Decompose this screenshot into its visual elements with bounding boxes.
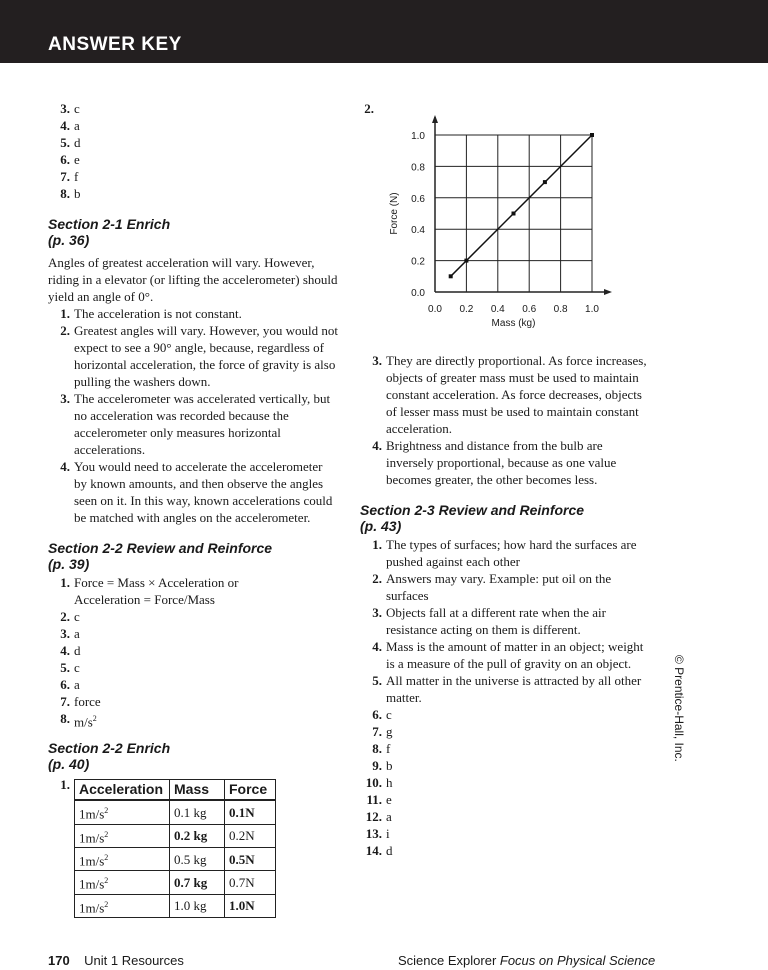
list-item (360, 774, 650, 791)
item-number: 10. (365, 775, 382, 790)
item-text: i (386, 826, 390, 841)
table-row (75, 824, 276, 847)
item-number: 5. (60, 135, 70, 150)
item-number: 4. (60, 118, 70, 133)
force-cell: 0.5N (225, 847, 276, 870)
table-header: Force (225, 780, 276, 801)
superscript: 2 (104, 829, 109, 839)
item-number: 7. (372, 724, 382, 739)
item-number: 6. (372, 707, 382, 722)
item-number: 2. (60, 609, 70, 624)
list-item (48, 625, 338, 642)
x-axis-arrow (604, 289, 612, 295)
y-axis-label: Force (N) (389, 192, 400, 235)
list-item (48, 305, 338, 322)
section-heading: Section 2-3 Review and Reinforce (360, 502, 585, 518)
item-number: 5. (372, 673, 382, 688)
list-item (360, 672, 650, 706)
list-item (360, 825, 650, 842)
item-number: 3. (60, 101, 70, 116)
x-tick-label: 0.2 (459, 304, 474, 315)
item-text: c (74, 101, 80, 116)
mass-cell: 1.0 kg (170, 894, 225, 917)
x-tick-label: 0.4 (490, 304, 505, 315)
review-2-3-list (360, 536, 650, 859)
item-text: a (386, 809, 392, 824)
x-axis-label: Mass (kg) (491, 318, 536, 329)
superscript: 2 (104, 852, 109, 862)
item-number: 1. (60, 306, 70, 321)
enrich-2-1-list (48, 305, 338, 526)
acceleration-cell (75, 847, 170, 870)
list-item (48, 100, 338, 117)
x-tick-label: 0.8 (553, 304, 568, 315)
item-number: 14. (365, 843, 382, 858)
item-text: e (386, 792, 392, 807)
data-point (464, 259, 468, 263)
list-item (360, 437, 650, 488)
section-page: (p. 40) (48, 756, 90, 773)
superscript: 2 (92, 714, 97, 723)
item-text: f (386, 741, 391, 756)
list-item (360, 723, 650, 740)
item-text: Objects fall at a different rate when the air resistance acting on them is different. (386, 605, 606, 637)
list-item (360, 791, 650, 808)
item-number: 3. (60, 391, 70, 406)
item-text: force (74, 694, 101, 709)
item-text: They are directly proportional. As force increases, objects of greater mass must be used to maintain constant acceleration. As force decreases, objects of lesser mass must be used to maintain constant acceleration. (386, 353, 647, 436)
item-text: f (74, 169, 79, 184)
left-column (48, 100, 338, 918)
item-text: e (74, 152, 80, 167)
item-text: Force = Mass × Acceleration or (74, 575, 239, 590)
list-item (48, 710, 338, 730)
item-text: You would need to accelerate the accelerometer by known amounts, and then observe the angles seen on it. In this way, known accelerations could be matched with angles on the accelerometer. (74, 459, 333, 525)
item-number: 5. (60, 660, 70, 675)
cell-text: 1m/s (79, 876, 105, 892)
table-header: Acceleration (75, 780, 170, 801)
force-cell: 0.7N (225, 871, 276, 894)
cell-text: 1m/s (79, 899, 105, 915)
review-2-2-list (48, 574, 338, 608)
list-item (48, 676, 338, 693)
item-text: The acceleration is not constant. (74, 306, 242, 321)
list-item (360, 352, 650, 437)
item-text: c (74, 609, 80, 624)
intro-paragraph: Angles of greatest acceleration will vary. However, riding in a elevator (or lifting the accelerometer) should yield an angle of 0°. (48, 255, 338, 304)
item-text: The accelerometer was accelerated vertically, but no acceleration was recorded because the accelerometer only measures horizontal accelerations. (74, 391, 331, 457)
mass-cell: 0.2 kg (170, 824, 225, 847)
superscript: 2 (104, 899, 109, 909)
unit-label: Unit 1 Resources (84, 953, 184, 968)
section-page: (p. 43) (360, 518, 402, 534)
item-number: 11. (366, 792, 382, 807)
item-text: Answers may vary. Example: put oil on the surfaces (386, 571, 612, 603)
list-item (48, 117, 338, 134)
item-number: 8. (60, 711, 70, 726)
y-tick-label: 0.8 (411, 162, 425, 174)
list-item (48, 151, 338, 168)
section-page: (p. 39) (48, 556, 90, 572)
item-number: 1. (372, 537, 382, 552)
item-text: Mass is the amount of matter in an object; weight is a measure of the pull of gravity on an object. (386, 639, 644, 671)
x-tick-label: 0.6 (522, 304, 537, 315)
list-item (360, 706, 650, 723)
item-number: 2. (60, 323, 70, 338)
item-number: 7. (60, 169, 70, 184)
item-number: 4. (60, 459, 70, 474)
list-item (48, 659, 338, 676)
item-number: 3. (372, 605, 382, 620)
section-page: (p. 36) (48, 232, 90, 248)
y-tick-label: 1.0 (411, 131, 425, 142)
mass-cell: 0.7 kg (170, 871, 225, 894)
item-text: d (74, 643, 81, 658)
item-text: Brightness and distance from the bulb are inversely proportional, because as one value becomes greater, the other becomes less. (386, 438, 617, 487)
answer-list-graph (360, 352, 650, 488)
table-row (75, 871, 276, 894)
table-row (75, 800, 276, 824)
force-cell: 0.2N (225, 824, 276, 847)
book-title: Focus on Physical Science (499, 953, 656, 968)
list-item (48, 322, 338, 390)
graph-block (360, 100, 650, 352)
item-number: 2. (364, 101, 374, 116)
right-column (360, 100, 650, 859)
list-item (48, 390, 338, 458)
section-heading: Section 2-2 Enrich (48, 740, 171, 757)
list-item (360, 604, 650, 638)
item-text: m/s (74, 714, 93, 730)
section-heading: Section 2-1 Enrich (48, 216, 171, 232)
list-item (48, 642, 338, 659)
page-header-title: ANSWER KEY (48, 34, 182, 55)
mass-cell: 0.5 kg (170, 847, 225, 870)
y-tick-label: 0.4 (411, 225, 425, 237)
mass-cell: 0.1 kg (170, 800, 225, 824)
item-number: 12. (365, 809, 382, 824)
item-number: 6. (60, 677, 70, 692)
y-axis-arrow (432, 115, 438, 123)
superscript: 2 (104, 876, 109, 886)
item-text: d (386, 843, 393, 858)
data-point (449, 274, 453, 278)
table-row (75, 894, 276, 917)
item-number: 4. (60, 643, 70, 658)
item-text: a (74, 677, 80, 692)
data-table (74, 779, 276, 918)
acceleration-cell (75, 800, 170, 824)
list-item (360, 570, 650, 604)
data-point (543, 180, 547, 184)
item-number: 6. (60, 152, 70, 167)
item-number: 9. (372, 758, 382, 773)
list-item (48, 185, 338, 202)
list-item (48, 458, 338, 526)
list-item (48, 693, 338, 710)
section-heading: Section 2-2 Review and Reinforce (48, 540, 273, 556)
x-tick-label: 1.0 (585, 304, 599, 315)
acceleration-cell (75, 871, 170, 894)
review-2-2-list-rest (48, 608, 338, 710)
item-text: h (386, 775, 393, 790)
item-text: The types of surfaces; how hard the surfaces are pushed against each other (386, 537, 637, 569)
acceleration-cell (75, 824, 170, 847)
item-text: b (74, 186, 81, 201)
item-number: 8. (372, 741, 382, 756)
item-text: Acceleration = Force/Mass (74, 592, 215, 607)
item-text: g (386, 724, 393, 739)
force-cell: 1.0N (225, 894, 276, 917)
list-item (360, 536, 650, 570)
table-header: Mass (170, 780, 225, 801)
item-text: c (386, 707, 392, 722)
list-item (48, 574, 338, 608)
list-item (360, 808, 650, 825)
y-tick-label: 0.6 (411, 193, 425, 205)
item-text: d (74, 135, 81, 150)
footer-right (398, 953, 655, 968)
table-row (75, 847, 276, 870)
acceleration-cell (75, 894, 170, 917)
item-number: 3. (372, 353, 382, 368)
list-item (48, 134, 338, 151)
item-number: 2. (372, 571, 382, 586)
item-text: All matter in the universe is attracted by all other matter. (386, 673, 642, 705)
review-2-2-list-last (48, 710, 338, 730)
x-tick-label: 0.0 (428, 304, 442, 315)
item-number: 13. (365, 826, 382, 841)
item-number: 8. (60, 186, 70, 201)
y-tick-label: 0.0 (411, 288, 425, 299)
item-text: c (74, 660, 80, 675)
footer-left (48, 953, 184, 968)
item-text: a (74, 118, 80, 133)
force-mass-chart (380, 105, 650, 350)
list-item (48, 608, 338, 625)
data-point (590, 133, 594, 137)
cell-text: 1m/s (79, 806, 105, 822)
cell-text: 1m/s (79, 853, 105, 869)
list-item (360, 757, 650, 774)
item-number: 3. (60, 626, 70, 641)
item-text: a (74, 626, 80, 641)
list-item (360, 638, 650, 672)
book-series: Science Explorer (398, 953, 500, 968)
item-number: 7. (60, 694, 70, 709)
item-text: Greatest angles will vary. However, you would not expect to see a 90° angle, because, regardless of horizontal acceleration, the force of gravity is also pulling the washers down. (74, 323, 338, 389)
answer-list-top (48, 100, 338, 202)
y-tick-label: 0.2 (411, 256, 425, 268)
item-number: 4. (372, 438, 382, 453)
list-item (360, 842, 650, 859)
item-text: b (386, 758, 393, 773)
series-line (451, 135, 592, 276)
header-bar (0, 0, 768, 63)
item-number: 1. (60, 575, 70, 590)
page-number: 170 (48, 953, 70, 968)
item-number: 4. (372, 639, 382, 654)
force-cell: 0.1N (225, 800, 276, 824)
list-item (48, 168, 338, 185)
data-point (512, 212, 516, 216)
item-number: 1. (60, 777, 70, 793)
cell-text: 1m/s (79, 829, 105, 845)
list-item (360, 740, 650, 757)
copyright-notice: © Prentice-Hall, Inc. (672, 655, 686, 762)
superscript: 2 (104, 806, 109, 816)
